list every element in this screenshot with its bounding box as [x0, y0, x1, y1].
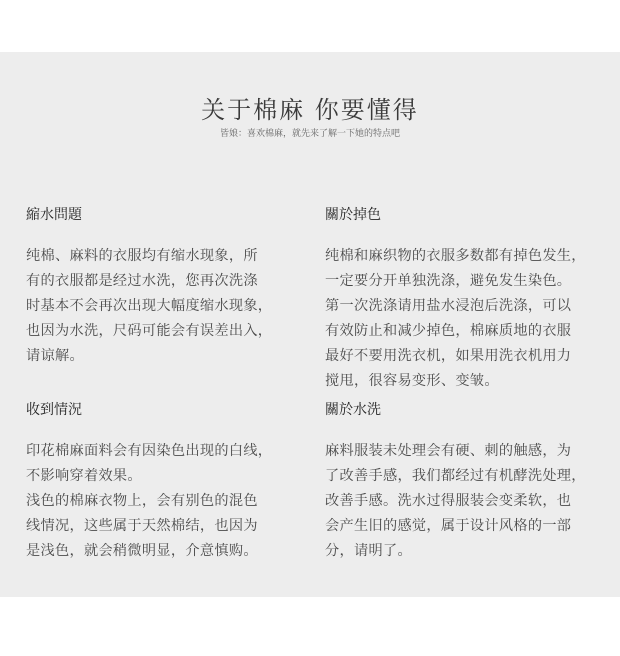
body-line: 麻料服装未处理会有硬、刺的触感，为	[325, 443, 572, 459]
body-line: 最好不要用洗衣机，如果用洗衣机用力	[325, 348, 572, 364]
page-subtitle: 皆娘：喜欢棉麻，就先来了解一下她的特点吧	[219, 129, 400, 139]
section-body	[325, 244, 593, 394]
section-receipt	[26, 401, 294, 564]
body-line: 有的衣服都是经过水洗，您再次洗涤	[26, 273, 258, 289]
body-line: 线情况，这些属于天然棉结，也因为	[26, 518, 258, 534]
body-line: 纯棉、麻料的衣服均有缩水现象，所	[26, 248, 258, 264]
body-line: 时基本不会再次出现大幅度缩水现象，	[26, 298, 273, 314]
body-line: 不影响穿着效果。	[26, 468, 142, 484]
body-line: 有效防止和减少掉色，棉麻质地的衣服	[325, 323, 572, 339]
body-line: 分，请明了。	[325, 543, 412, 559]
section-body	[325, 439, 593, 564]
body-line: 搅甩，很容易变形、变皱。	[325, 373, 499, 389]
section-washing	[325, 401, 593, 564]
body-line: 改善手感。洗水过得服装会变柔软，也	[325, 493, 572, 509]
section-body	[26, 244, 294, 369]
section-shrinkage	[26, 206, 294, 369]
body-line: 纯棉和麻织物的衣服多数都有掉色发生，	[325, 248, 586, 264]
body-line: 了改善手感，我们都经过有机酵洗处理，	[325, 468, 586, 484]
body-line: 也因为水洗，尺码可能会有误差出入，	[26, 323, 273, 339]
body-line: 印花棉麻面料会有因染色出现的白线，	[26, 443, 273, 459]
body-line: 请谅解。	[26, 348, 84, 364]
section-heading: 縮水問題	[26, 207, 82, 223]
section-heading: 關於掉色	[325, 207, 381, 223]
body-line: 是浅色，就会稍微明显，介意慎购。	[26, 543, 258, 559]
body-line: 会产生旧的感觉，属于设计风格的一部	[325, 518, 572, 534]
section-heading: 收到情況	[26, 402, 82, 418]
section-heading: 關於水洗	[325, 402, 381, 418]
page-title: 关于棉麻 你要懂得	[201, 96, 419, 124]
body-line: 一定要分开单独洗涤，避免发生染色。	[325, 273, 572, 289]
body-line: 浅色的棉麻衣物上，会有别色的混色	[26, 493, 258, 509]
section-fading	[325, 206, 593, 394]
body-line: 第一次洗涤请用盐水浸泡后洗涤，可以	[325, 298, 572, 314]
section-body	[26, 439, 294, 564]
